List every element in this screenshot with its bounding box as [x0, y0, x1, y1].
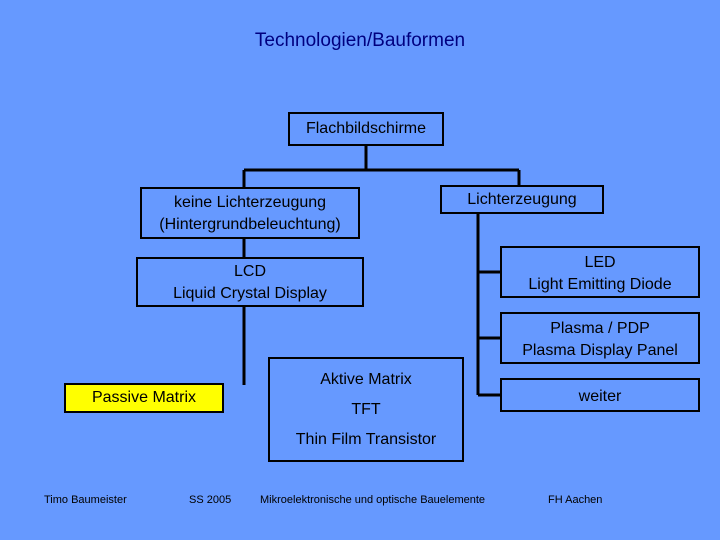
node-lichterzeugung [440, 185, 604, 214]
node-passive-matrix [64, 383, 224, 413]
node-led-line1: LED [584, 254, 616, 271]
node-weiter[interactable] [500, 378, 700, 412]
node-lcd-line1: LCD [233, 263, 266, 280]
node-led [500, 246, 700, 298]
node-weiter-label: weiter [578, 388, 622, 405]
node-aktive-matrix-line2: TFT [351, 401, 381, 418]
node-flachbildschirme-label: Flachbildschirme [305, 120, 427, 137]
node-lcd [136, 257, 364, 307]
node-passive-matrix-label: Passive Matrix [91, 389, 197, 406]
node-plasma [500, 312, 700, 364]
node-keine-lichterzeugung [140, 187, 360, 239]
node-keine-lichterzeugung-line1: keine Lichterzeugung [173, 194, 327, 211]
footer-school: FH Aachen [548, 494, 603, 506]
node-aktive-matrix [268, 357, 464, 462]
node-lcd-line2: Liquid Crystal Display [173, 285, 327, 302]
node-led-line2: Light Emitting Diode [528, 276, 672, 293]
node-plasma-line1: Plasma / PDP [550, 320, 650, 337]
footer-author: Timo Baumeister [44, 494, 127, 506]
footer-course: Mikroelektronische und optische Bauelemente [260, 494, 486, 506]
node-aktive-matrix-line3: Thin Film Transistor [295, 431, 437, 448]
node-lichterzeugung-label: Lichterzeugung [467, 191, 577, 208]
node-aktive-matrix-line1: Aktive Matrix [320, 371, 412, 388]
node-plasma-line2: Plasma Display Panel [522, 342, 678, 359]
slide-title: Technologien/Bauformen [254, 30, 466, 51]
node-keine-lichterzeugung-line2: (Hintergrundbeleuchtung) [159, 216, 341, 233]
node-flachbildschirme [288, 112, 444, 146]
footer-semester: SS 2005 [189, 494, 232, 506]
